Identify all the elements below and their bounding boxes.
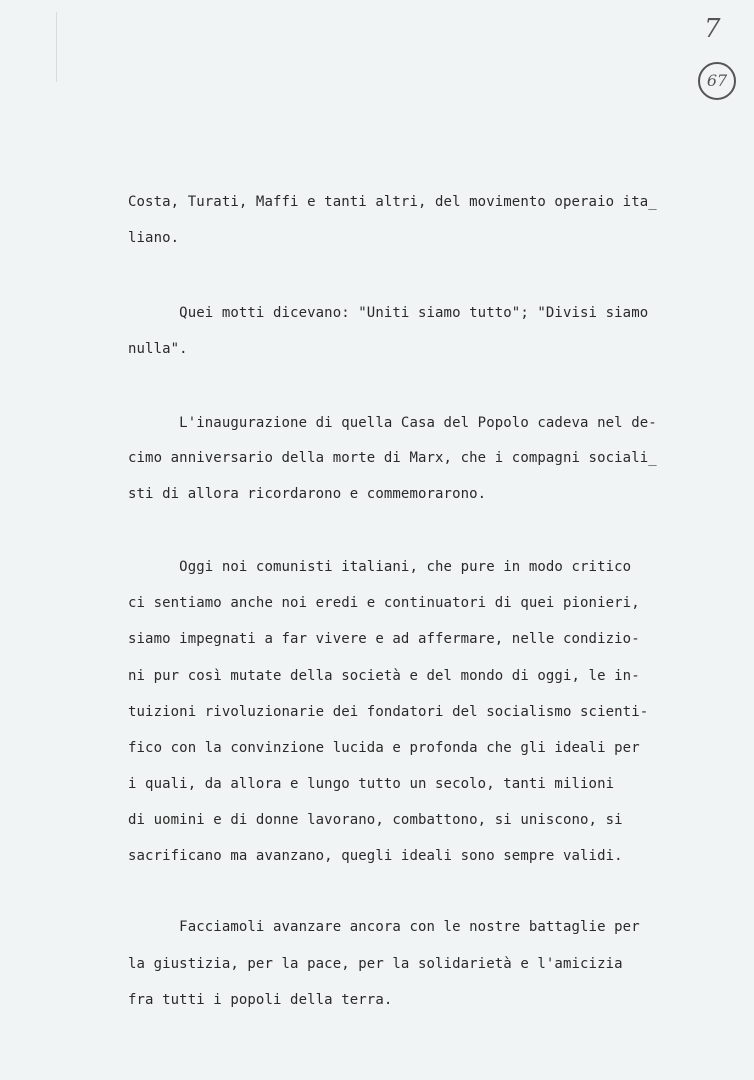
text-line: siamo impegnati a far vivere e ad affermare, nelle condizio- (128, 631, 640, 647)
text-line: Quei motti dicevano: "Uniti siamo tutto"; "Divisi siamo (128, 305, 649, 321)
text-line: liano. (128, 230, 180, 246)
text-line: la giustizia, per la pace, per la solidarietà e l'amicizia (128, 956, 623, 972)
text-line: cimo anniversario della morte di Marx, che i compagni sociali_ (128, 450, 657, 466)
text-line: nulla". (128, 341, 188, 357)
text-line: i quali, da allora e lungo tutto un secolo, tanti milioni (128, 776, 615, 792)
page-number-circled: 67 (698, 62, 736, 100)
text-line: sacrificano ma avanzano, quegli ideali sono sempre validi. (128, 848, 623, 864)
text-line: di uomini e di donne lavorano, combattono, si uniscono, si (128, 812, 623, 828)
text-line: Oggi noi comunisti italiani, che pure in modo critico (128, 559, 632, 575)
text-line: ni pur così mutate della società e del mondo di oggi, le in- (128, 668, 640, 684)
text-line: tuizioni rivoluzionarie dei fondatori del socialismo scienti- (128, 704, 649, 720)
text-line: fico con la convinzione lucida e profonda che gli ideali per (128, 740, 640, 756)
paper-edge-mark (56, 12, 87, 82)
page-number-handwritten: 7 (704, 14, 721, 44)
text-line: fra tutti i popoli della terra. (128, 992, 393, 1008)
text-line: L'inaugurazione di quella Casa del Popolo cadeva nel de- (128, 415, 657, 431)
text-line: Costa, Turati, Maffi e tanti altri, del movimento operaio ita_ (128, 194, 657, 210)
text-line: sti di allora ricordarono e commemorarono. (128, 486, 487, 502)
text-line: Facciamoli avanzare ancora con le nostre battaglie per (128, 919, 640, 935)
text-line: ci sentiamo anche noi eredi e continuatori di quei pionieri, (128, 595, 640, 611)
